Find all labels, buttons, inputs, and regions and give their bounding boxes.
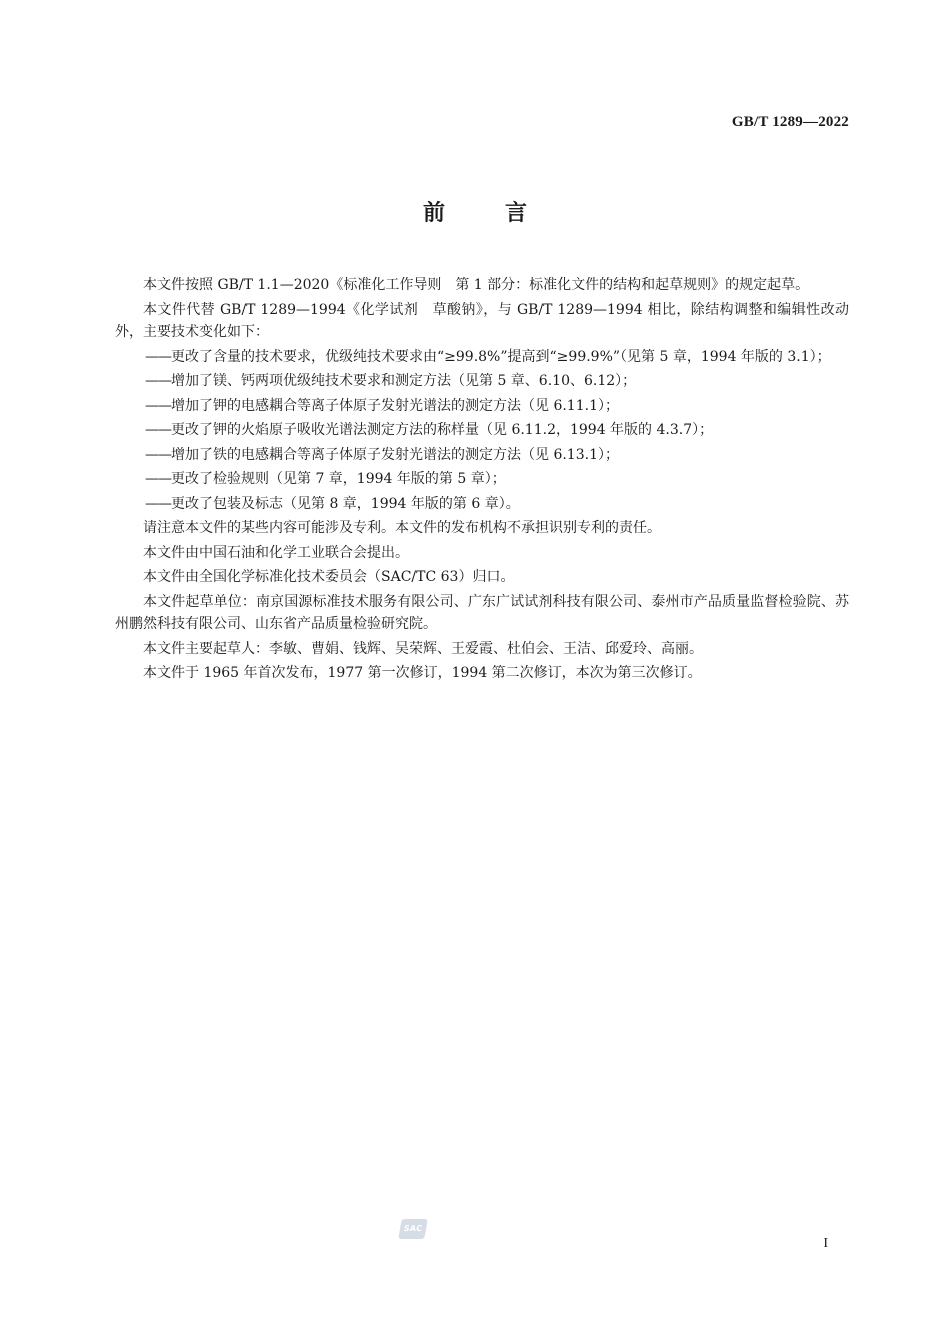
paragraph: 本文件由全国化学标准化技术委员会（SAC/TC 63）归口。 <box>143 569 515 585</box>
standard-number: GB/T 1289—2022 <box>731 114 849 130</box>
paragraph: 本文件于 1965 年首次发布，1977 第一次修订，1994 第二次修订，本次为第三次修订。 <box>143 665 702 681</box>
paragraph: 请注意本文件的某些内容可能涉及专利。本文件的发布机构不承担识别专利的责任。 <box>143 520 661 536</box>
change-item <box>115 346 849 369</box>
foreword-body <box>115 274 849 687</box>
change-item-text: 更改了含量的技术要求，优级纯技术要求由“≥99.8%”提高到“≥99.9%”（见第 5 章，1994 年版的 3.1）； <box>171 348 831 365</box>
paragraph: 本文件按照 GB/T 1.1—2020《标准化工作导则 第 1 部分：标准化文件的结构和起草规则》的规定起草。 <box>143 277 810 293</box>
page-title: 前言 <box>422 201 587 226</box>
dash-marker: —— <box>145 373 171 389</box>
dash-marker: —— <box>145 422 171 438</box>
change-item-text: 更改了检验规则（见第 7 章，1994 年版的第 5 章）； <box>171 471 506 487</box>
dash-marker: —— <box>145 495 171 512</box>
change-item <box>115 395 849 418</box>
dash-marker: —— <box>145 397 171 414</box>
paragraph: 本文件代替 GB/T 1289—1994《化学试剂 草酸钠》，与 GB/T 1289—1994 相比，除结构调整和编辑性改动外，主要技术变化如下： <box>115 301 849 340</box>
dash-marker: —— <box>145 348 171 365</box>
change-item <box>115 468 849 491</box>
sac-logo: SAC <box>398 1219 428 1239</box>
change-item-text: 更改了钾的火焰原子吸收光谱法测定方法的称样量（见 6.11.2，1994 年版的 4.3.7）； <box>171 422 714 438</box>
dash-marker: —— <box>145 446 171 463</box>
change-item-text: 增加了铁的电感耦合等离子体原子发射光谱法的测定方法（见 6.13.1）； <box>171 446 619 463</box>
change-item <box>115 370 849 393</box>
change-item <box>115 493 849 516</box>
dash-marker: —— <box>145 471 171 487</box>
change-item <box>115 419 849 442</box>
paragraph: 本文件主要起草人：李敏、曹娟、钱辉、吴荣辉、王爱霞、杜伯会、王洁、邱爱玲、高丽。 <box>143 640 703 657</box>
change-item-text: 增加了钾的电感耦合等离子体原子发射光谱法的测定方法（见 6.11.1）； <box>171 397 619 414</box>
change-item <box>115 444 849 467</box>
change-item-text: 更改了包装及标志（见第 8 章，1994 年版的第 6 章）。 <box>171 495 520 512</box>
page-number: I <box>823 1236 828 1251</box>
paragraph: 本文件由中国石油和化学工业联合会提出。 <box>143 544 409 561</box>
change-item-text: 增加了镁、钙两项优级纯技术要求和测定方法（见第 5 章、6.10、6.12）； <box>171 373 637 389</box>
paragraph: 本文件起草单位：南京国源标准技术服务有限公司、广东广试试剂科技有限公司、泰州市产品质量监督检验院、苏州鹏然科技有限公司、山东省产品质量检验研究院。 <box>115 593 849 632</box>
